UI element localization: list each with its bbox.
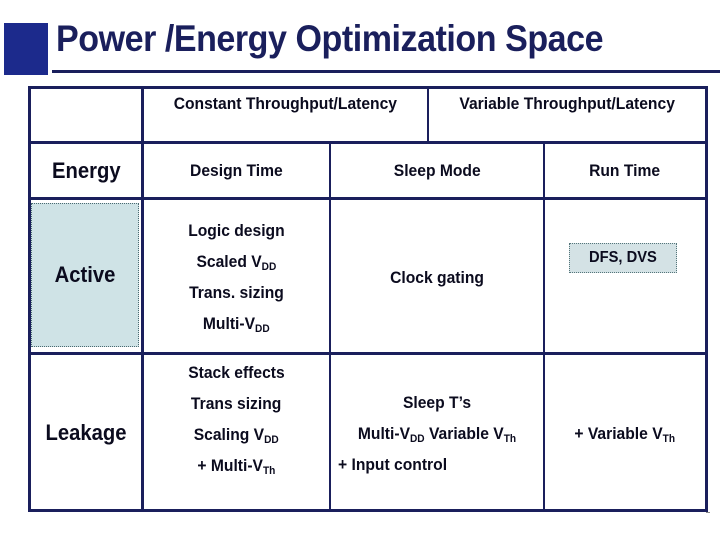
leakage-run-time-cell bbox=[545, 418, 705, 449]
leakage-label: Leakage bbox=[45, 420, 127, 445]
design-time-label: Design Time bbox=[190, 160, 283, 180]
active-row-label-box bbox=[31, 203, 139, 347]
header-variable-throughput bbox=[429, 89, 705, 119]
multi-vdd-text: Multi-$V_{DD}$ bbox=[203, 314, 270, 335]
slide-title: Power /Energy Optimization Space bbox=[56, 18, 604, 59]
page-marker bbox=[706, 512, 710, 513]
logic-design-text: Logic design bbox=[188, 221, 285, 240]
trans-sizing-text: Trans. sizing bbox=[189, 283, 284, 302]
grid-line bbox=[28, 197, 708, 200]
grid-line bbox=[28, 352, 708, 355]
sleep-ts-cell bbox=[331, 387, 543, 418]
input-control-text: + Input control bbox=[338, 455, 448, 474]
grid-line bbox=[543, 142, 545, 512]
leakage-design-time-cell bbox=[144, 356, 329, 482]
column-header-energy bbox=[31, 144, 141, 197]
leakage-row-label-cell bbox=[31, 410, 141, 456]
input-control-cell bbox=[338, 449, 538, 480]
column-header-run-time bbox=[545, 144, 705, 197]
scaling-vdd-text: Scaling $V_{DD}$ bbox=[193, 425, 280, 446]
sleep-mode-label: Sleep Mode bbox=[393, 160, 481, 180]
title-underline bbox=[52, 70, 720, 73]
multi-vdd-variable-vth-text: Multi-$V_{DD}$ Variable $V_{Th}$ bbox=[357, 424, 517, 445]
run-time-label: Run Time bbox=[589, 160, 661, 180]
multi-vth-text: + Multi-$V_{Th}$ bbox=[197, 456, 276, 477]
header-constant-throughput bbox=[144, 89, 427, 119]
sleep-ts-text: Sleep T’s bbox=[402, 393, 472, 412]
scaled-vdd-text: Scaled $V_{DD}$ bbox=[196, 252, 277, 273]
dfs-dvs-text: DFS, DVS bbox=[589, 249, 657, 266]
active-sleep-mode-cell bbox=[331, 260, 543, 294]
active-label: Active bbox=[54, 262, 116, 287]
clock-gating-text: Clock gating bbox=[390, 267, 484, 287]
header-variable-label: Variable Throughput/Latency bbox=[459, 94, 675, 113]
energy-label: Energy bbox=[51, 157, 121, 183]
variable-vth-text: + Variable $V_{Th}$ bbox=[574, 424, 676, 445]
trans-sizing-leakage-text: Trans sizing bbox=[191, 394, 282, 413]
active-design-time-cell bbox=[144, 214, 329, 340]
multi-vdd-variable-vth-cell bbox=[331, 418, 543, 449]
grid-line bbox=[329, 142, 331, 512]
stack-effects-text: Stack effects bbox=[188, 363, 285, 382]
dfs-dvs-box bbox=[569, 243, 677, 273]
header-constant-label: Constant Throughput/Latency bbox=[173, 94, 398, 113]
title-accent-square bbox=[4, 23, 48, 75]
column-header-sleep-mode bbox=[331, 144, 543, 197]
column-header-design-time bbox=[144, 144, 329, 197]
